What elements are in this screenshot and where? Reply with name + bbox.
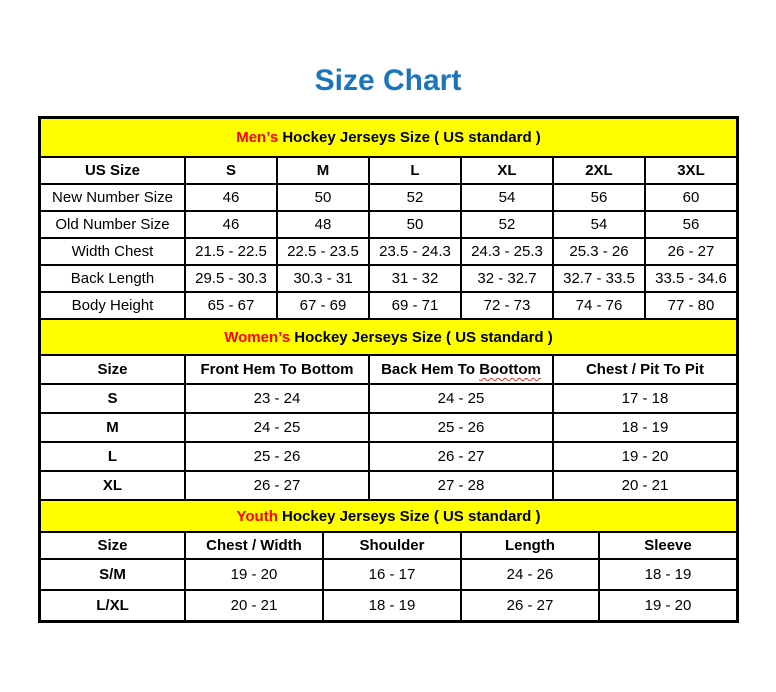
row-label: S	[40, 384, 185, 413]
cell-value: 50	[369, 211, 461, 238]
cell-value: 18 - 19	[553, 413, 737, 442]
section-banner-womens	[40, 320, 737, 355]
column-header: Front Hem To Bottom	[185, 355, 369, 384]
section-banner-youth	[40, 501, 737, 532]
cell-value: 24 - 25	[185, 413, 369, 442]
section-banner-highlight: Youth	[236, 507, 278, 525]
cell-value: 29.5 - 30.3	[185, 265, 277, 292]
cell-value: 69 - 71	[369, 292, 461, 319]
column-header: Sleeve	[599, 532, 737, 559]
column-header: L	[369, 157, 461, 184]
cell-value: 56	[553, 184, 645, 211]
column-header: XL	[461, 157, 553, 184]
table-row	[40, 384, 737, 413]
cell-value: 25 - 26	[369, 413, 553, 442]
row-label: Back Length	[40, 265, 185, 292]
cell-value: 19 - 20	[553, 442, 737, 471]
cell-value: 74 - 76	[553, 292, 645, 319]
column-header: US Size	[40, 157, 185, 184]
column-header: Length	[461, 532, 599, 559]
section-banner-text: Hockey Jerseys Size ( US standard )	[278, 129, 541, 146]
table-row	[40, 590, 737, 621]
section-banner-highlight: Men’s	[236, 129, 279, 146]
column-header: Size	[40, 532, 185, 559]
cell-value: 52	[461, 211, 553, 238]
cell-value: 67 - 69	[277, 292, 369, 319]
section-banner-row	[40, 320, 737, 355]
cell-value: 18 - 19	[599, 559, 737, 590]
cell-value: 19 - 20	[599, 590, 737, 621]
column-header: Chest / Width	[185, 532, 323, 559]
column-header: 3XL	[645, 157, 737, 184]
page-title: Size Chart	[314, 64, 462, 97]
cell-value: 23 - 24	[185, 384, 369, 413]
cell-value: 20 - 21	[185, 590, 323, 621]
cell-value: 56	[645, 211, 737, 238]
column-header-row	[40, 532, 737, 559]
cell-value: 18 - 19	[323, 590, 461, 621]
cell-value: 65 - 67	[185, 292, 277, 319]
cell-value: 25.3 - 26	[553, 238, 645, 265]
cell-value: 25 - 26	[185, 442, 369, 471]
cell-value: 46	[185, 211, 277, 238]
section-banner-highlight: Women’s	[224, 328, 291, 346]
cell-value: 31 - 32	[369, 265, 461, 292]
section-banner-row	[40, 118, 737, 157]
cell-value: 27 - 28	[369, 471, 553, 500]
table-row	[40, 413, 737, 442]
row-label: Old Number Size	[40, 211, 185, 238]
column-header: Size	[40, 355, 185, 384]
row-label: L	[40, 442, 185, 471]
column-header-text: Back Hem To	[381, 361, 480, 378]
cell-value: 26 - 27	[185, 471, 369, 500]
table-row	[40, 265, 737, 292]
cell-value: 19 - 20	[185, 559, 323, 590]
column-header: 2XL	[553, 157, 645, 184]
cell-value: 16 - 17	[323, 559, 461, 590]
cell-value: 23.5 - 24.3	[369, 238, 461, 265]
section-banner-row	[40, 501, 737, 532]
cell-value: 20 - 21	[553, 471, 737, 500]
column-header: Chest / Pit To Pit	[553, 355, 737, 384]
row-label: New Number Size	[40, 184, 185, 211]
table-mens	[39, 117, 738, 320]
row-label: M	[40, 413, 185, 442]
cell-value: 72 - 73	[461, 292, 553, 319]
row-label: XL	[40, 471, 185, 500]
section-banner-mens	[40, 118, 737, 157]
table-row	[40, 211, 737, 238]
column-header-row	[40, 355, 737, 384]
table-row	[40, 292, 737, 319]
cell-value: 26 - 27	[461, 590, 599, 621]
cell-value: 50	[277, 184, 369, 211]
misspelled-word: Boottom	[479, 361, 541, 378]
cell-value: 54	[461, 184, 553, 211]
cell-value: 32 - 32.7	[461, 265, 553, 292]
row-label: Body Height	[40, 292, 185, 319]
column-header: M	[277, 157, 369, 184]
cell-value: 24.3 - 25.3	[461, 238, 553, 265]
size-chart-tables	[38, 116, 739, 623]
cell-value: 52	[369, 184, 461, 211]
cell-value: 33.5 - 34.6	[645, 265, 737, 292]
table-womens	[39, 320, 738, 501]
table-row	[40, 559, 737, 590]
cell-value: 77 - 80	[645, 292, 737, 319]
table-row	[40, 471, 737, 500]
cell-value: 30.3 - 31	[277, 265, 369, 292]
column-header	[369, 355, 553, 384]
cell-value: 26 - 27	[645, 238, 737, 265]
cell-value: 24 - 25	[369, 384, 553, 413]
cell-value: 60	[645, 184, 737, 211]
table-row	[40, 238, 737, 265]
cell-value: 48	[277, 211, 369, 238]
column-header: Shoulder	[323, 532, 461, 559]
row-label: L/XL	[40, 590, 185, 621]
section-banner-text: Hockey Jerseys Size ( US standard )	[290, 328, 553, 346]
section-banner-text: Hockey Jerseys Size ( US standard )	[277, 507, 541, 525]
cell-value: 32.7 - 33.5	[553, 265, 645, 292]
cell-value: 21.5 - 22.5	[185, 238, 277, 265]
cell-value: 26 - 27	[369, 442, 553, 471]
table-row	[40, 442, 737, 471]
row-label: S/M	[40, 559, 185, 590]
column-header-row	[40, 157, 737, 184]
row-label: Width Chest	[40, 238, 185, 265]
cell-value: 17 - 18	[553, 384, 737, 413]
cell-value: 54	[553, 211, 645, 238]
column-header: S	[185, 157, 277, 184]
cell-value: 24 - 26	[461, 559, 599, 590]
table-row	[40, 184, 737, 211]
cell-value: 46	[185, 184, 277, 211]
table-youth	[39, 501, 738, 622]
cell-value: 22.5 - 23.5	[277, 238, 369, 265]
